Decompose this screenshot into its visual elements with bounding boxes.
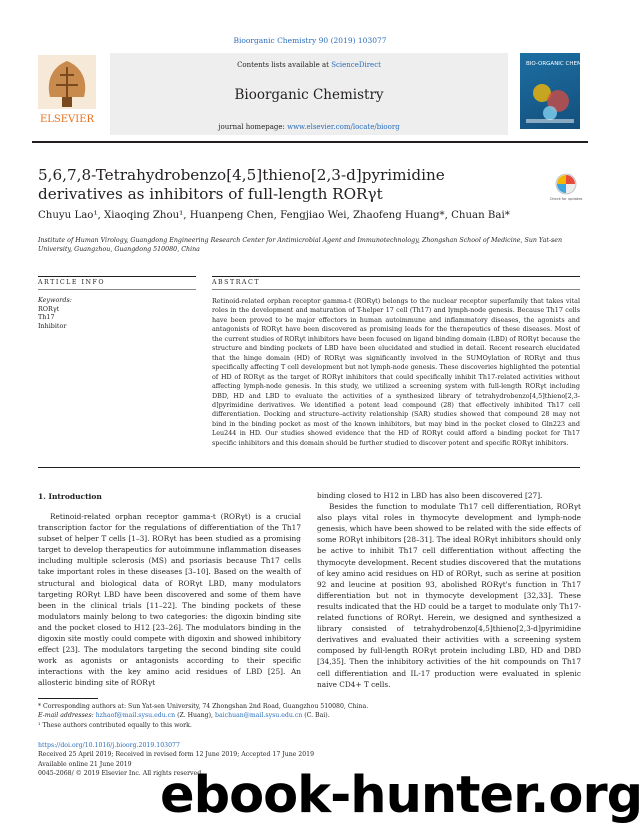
article-title: 5,6,7,8-Tetrahydrobenzo[4,5]thieno[2,3-d]pyrimidine derivatives as inhibitors of full-length RORγt <box>38 166 445 203</box>
keywords-block <box>38 296 72 330</box>
keywords-label: Keywords: <box>38 296 72 304</box>
masthead <box>32 53 598 136</box>
intro-paragraph-second: Besides the function to modulate Th17 cell differentiation, RORγt also plays vital roles in thymocyte development and lymph-node genesis, which have been showed to be related with the side effects of some RORγt inhibitors [28–31]. The ideal RORγt inhibitors should only be active to inhibit Th17 cell differentiation without affecting the thymocyte development. Recent studies discovered that the mutations of key amino acid residues on HD of RORγt, such as serine at position 92 and leucine at position 93, abolished RORγt's function in Th17 differentiation but not in thymocyte development [32,33]. These results indicated that the HD could be a target to modulate only Th17-related functions of RORγt. Herein, we designed and synthesized a library consisted of tetrahydrobenzo[4,5]thieno[2,3-d]pyrimidine derivatives and evaluated their activities with a screening system composed by full-length RORγt protein including LBD, HD and DBD [34,35]. Then the inhibitory activities of the hit compounds on Th17 cell differentiation and IL-17 production were evaluated in splenic naive CD4+ T cells. <box>317 502 581 689</box>
footnotes <box>38 702 578 730</box>
check-for-updates-badge[interactable] <box>549 172 583 206</box>
keyword-item: Inhibitor <box>38 321 67 330</box>
keyword-item: Th17 <box>38 313 55 322</box>
elsevier-wordmark: ELSEVIER <box>39 114 95 125</box>
abstract-rule <box>212 289 580 290</box>
email-link-huang[interactable]: hzhaof@mail.sysu.edu.cn <box>95 712 176 720</box>
intro-paragraph-left: Retinoid-related orphan receptor gamma-t (RORγt) is a crucial transcription factor for the regulations of differentiation of the Th17 subset of helper T cells [1–3]. RORγt has been studied as a promising target to develop therapeutics for autoimmune inflammation diseases including multiple sclerosis (MS) and psoriasis because Th17 cells take important roles in these diseases [3–10]. Based on the wealth of structural and biological data of RORγt LBD, many modulators targeting RORγt LBD have been discovered and some of them have been in the clinical trials [11–22]. The binding pockets of these modulators mainly belong to two categories: the digoxin binding site and the pocket closed to H12 [23–26]. The modulators binding in the digoxin site mostly could compete with digoxin and showed inhibitory effect [23]. The modulators targeting the second binding site could work as agonists or antagonists according to their specific interactions with the key amino acid residues of LBD [25]. An allosteric binding site of RORγt <box>38 512 301 688</box>
journal-name: Bioorganic Chemistry <box>234 87 384 103</box>
keyword-item: RORγt <box>38 304 60 313</box>
homepage-line <box>110 123 508 131</box>
abstract-rule-top <box>212 276 580 277</box>
footnote-equal-contribution: ¹ These authors contributed equally to this work. <box>38 721 192 729</box>
email-link-bai[interactable]: baichuan@mail.sysu.edu.cn <box>215 712 303 720</box>
affiliation: Institute of Human Virology, Guangdong Engineering Research Center for Antimicrobial Agent and Immunotechnology, Zhongshan School of Medicine, Sun Yat-sen University, Guangzhou, Guangdong 510080, China <box>38 237 563 253</box>
abstract-heading: ABSTRACT <box>212 279 260 286</box>
contents-prefix: Contents lists available at <box>237 61 332 69</box>
elsevier-logo <box>32 53 102 127</box>
journal-info-box <box>110 53 508 135</box>
footnote-corresponding: * Corresponding authors at: Sun Yat-sen University, 74 Zhongshan 2nd Road, Guangzhou 510080, China. <box>38 703 369 710</box>
watermark: ebook-hunter.org <box>160 766 642 825</box>
footnote-rule <box>38 698 98 699</box>
footnote-emails <box>38 711 578 720</box>
crossmark-label: Check for updates <box>549 197 583 201</box>
abstract-text: Retinoid-related orphan receptor gamma-t (RORγt) belongs to the nuclear receptor superfamily that takes vital roles in the development and maturation of T-helper 17 cell (Th17) and lymph-node genesis. Because Th17 cells have been proved to be major effectors in human autoimmune and inflammatory diseases, the agonists and antagonists of RORγt have been discovered as promising leads for the therapeutics of these diseases. Most of the current studies of RORγt inhibitors have been focused on ligand binding domain (LBD) of RORγt because the structure and binding pockets of LBD have been elucidated and studied in detail. Recent research elucidated that the hinge domain (HD) of RORγt was significantly involved in the SUMOylation of RORγt and thus specifically affecting T cell development but not lymph-node genesis. These discoveries highlighted the potential of HD of RORγt as the target of RORγt inhibitors that could specifically inhibit Th17-related activities without affecting lymph-node genesis. In this study, we utilized a screening system with full-length RORγt including DBD, HD and LBD to evaluate the activities of a synthesized library of tetrahydrobenzo[4,5]thieno[2,3-d]pyrimidine derivatives. We identified a potent lead compound (28) that effectively inhibited Th17 cell differentiation. Docking and structure–activity relationship (SAR) studies showed that compound 28 may not bind in the binding pocket as most of the known inhibitors, but may bind in the pocket closed to Gln223 and Leu244 in HD. Our studies showed evidence that the HD of RORγt could afford a binding pocket for Th17 specific inhibitors and this domain should be further studied to discover potent and specific RORγt inhibitors. <box>212 297 580 447</box>
available-online: Available online 21 June 2019 <box>38 760 132 768</box>
cover-title: BIO-ORGANIC CHEMISTRY <box>526 61 598 67</box>
article-info-rule-top <box>38 276 196 277</box>
contents-line <box>110 61 508 69</box>
article-info-heading: ARTICLE INFO <box>38 279 105 286</box>
homepage-link[interactable]: www.elsevier.com/locate/bioorg <box>287 123 400 131</box>
journal-cover-image <box>520 53 598 129</box>
received-dates: Received 25 April 2019; Received in revised form 12 June 2019; Accepted 17 June 2019 <box>38 751 315 759</box>
article-info-rule <box>38 289 196 290</box>
intro-column-right <box>317 490 581 690</box>
sciencedirect-link[interactable]: ScienceDirect <box>331 61 381 69</box>
doi-link[interactable]: https://doi.org/10.1016/j.bioorg.2019.103077 <box>38 742 180 749</box>
journal-reference[interactable]: Bioorganic Chemistry 90 (2019) 103077 <box>233 36 387 45</box>
email-label: E-mail addresses: <box>38 712 96 720</box>
homepage-prefix: journal homepage: <box>218 123 288 131</box>
section-heading-introduction: 1. Introduction <box>38 492 102 501</box>
header-rule <box>32 141 588 143</box>
email-name-bai: (C. Bai). <box>302 712 330 720</box>
intro-paragraph-continued: binding closed to H12 in LBD has also been discovered [27]. <box>317 491 543 500</box>
copyright: 0045-2068/ © 2019 Elsevier Inc. All rights reserved. <box>38 770 204 778</box>
author-list: Chuyu Lao¹, Xiaoqing Zhou¹, Huanpeng Chen, Fengjiao Wei, Zhaofeng Huang*, Chuan Bai* <box>38 210 510 221</box>
email-name-huang: (Z. Huang), <box>175 712 215 720</box>
abstract-rule-bottom <box>38 467 580 468</box>
